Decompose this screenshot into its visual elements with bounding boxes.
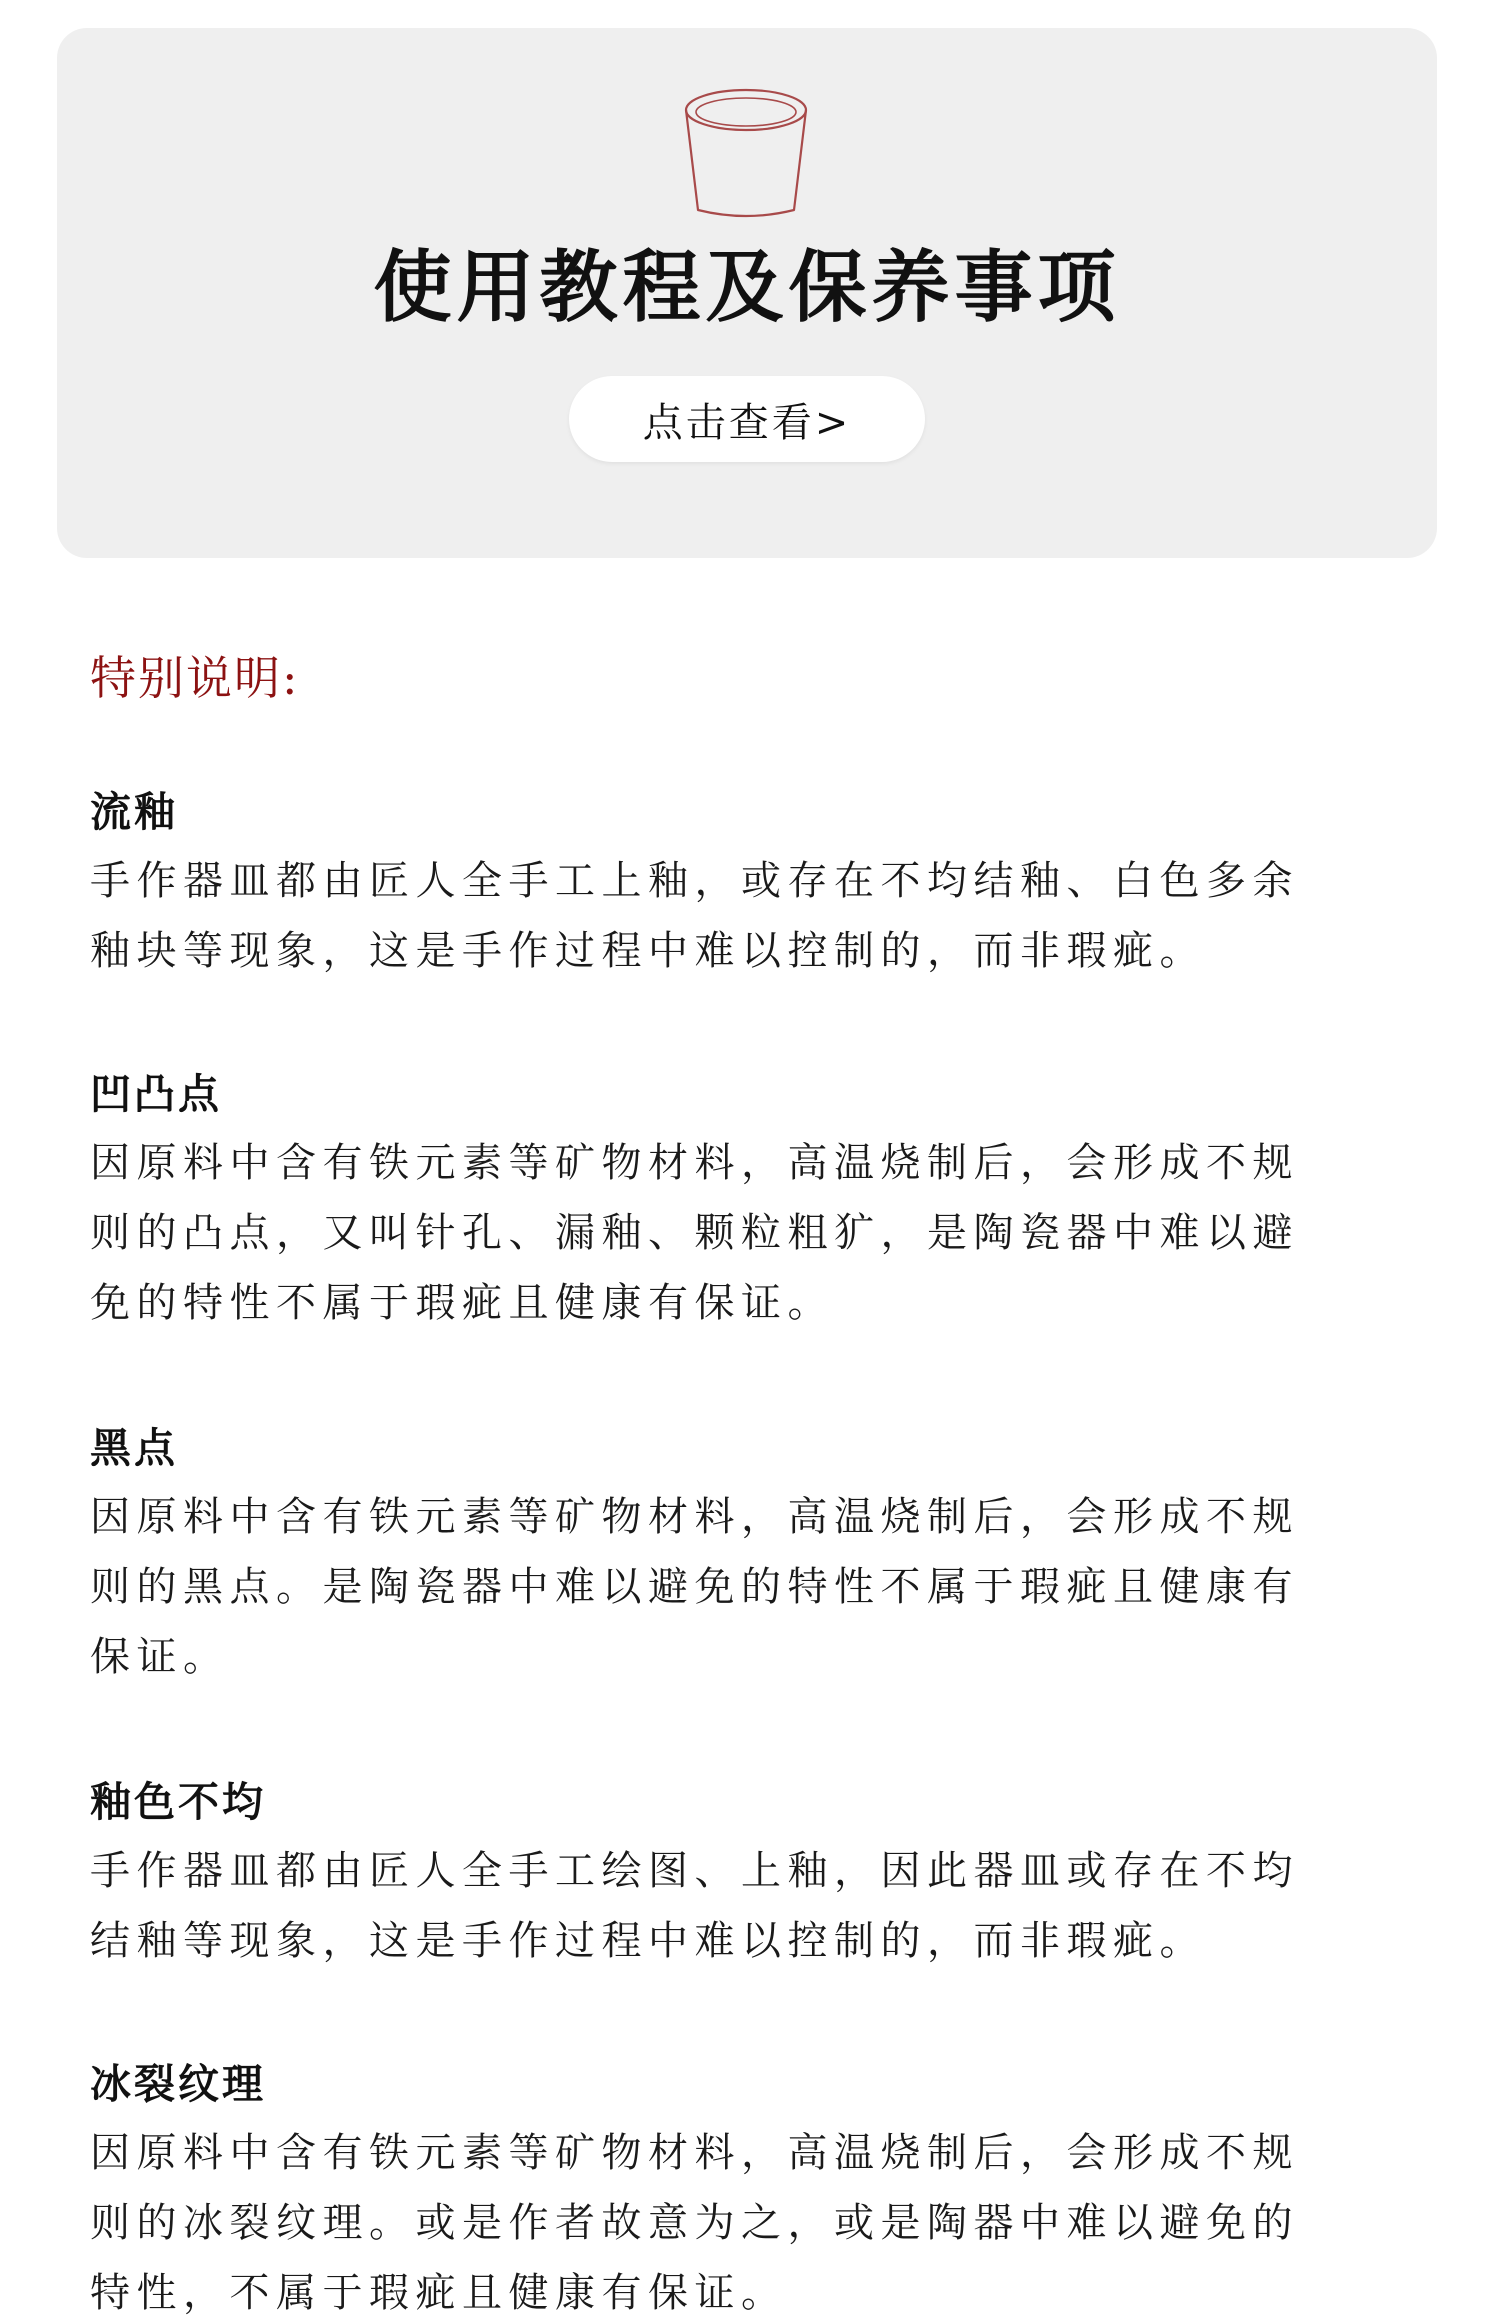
note-title: 黑点 [90, 1424, 178, 1472]
cup-icon [680, 84, 812, 220]
note-title: 冰裂纹理 [90, 2060, 266, 2108]
note-body: 因原料中含有铁元素等矿物材料，高温烧制后，会形成不规 则的黑点。是陶瓷器中难以避免的特性不属于瑕疵且健康有 保证。 [90, 1494, 1299, 1680]
note-body: 手作器皿都由匠人全手工上釉，或存在不均结釉、白色多余 釉块等现象，这是手作过程中难以控制的，而非瑕疵。 [90, 858, 1299, 974]
note-section-uneven-glaze [90, 1772, 1350, 1976]
note-title: 流釉 [90, 788, 178, 836]
note-section-black-spots [90, 1418, 1350, 1692]
view-tutorial-button[interactable]: 点击查看> [569, 376, 925, 462]
note-body: 手作器皿都由匠人全手工绘图、上釉，因此器皿或存在不均 结釉等现象，这是手作过程中难以控制的，而非瑕疵。 [90, 1848, 1299, 1964]
note-body: 因原料中含有铁元素等矿物材料，高温烧制后，会形成不规 则的凸点，又叫针孔、漏釉、颗粒粗犷，是陶瓷器中难以避 免的特性不属于瑕疵且健康有保证。 [90, 1140, 1299, 1326]
note-section-flow-glaze [90, 782, 1350, 986]
note-section-bumps [90, 1064, 1350, 1338]
note-section-ice-crack [90, 2054, 1350, 2322]
note-title: 釉色不均 [90, 1778, 266, 1826]
special-notes-heading: 特别说明: [90, 651, 300, 705]
card-title: 使用教程及保养事项 [373, 242, 1121, 333]
note-title: 凹凸点 [90, 1070, 222, 1118]
note-body: 因原料中含有铁元素等矿物材料，高温烧制后，会形成不规 则的冰裂纹理。或是作者故意为之，或是陶器中难以避免的 特性，不属于瑕疵且健康有保证。 [90, 2130, 1299, 2316]
